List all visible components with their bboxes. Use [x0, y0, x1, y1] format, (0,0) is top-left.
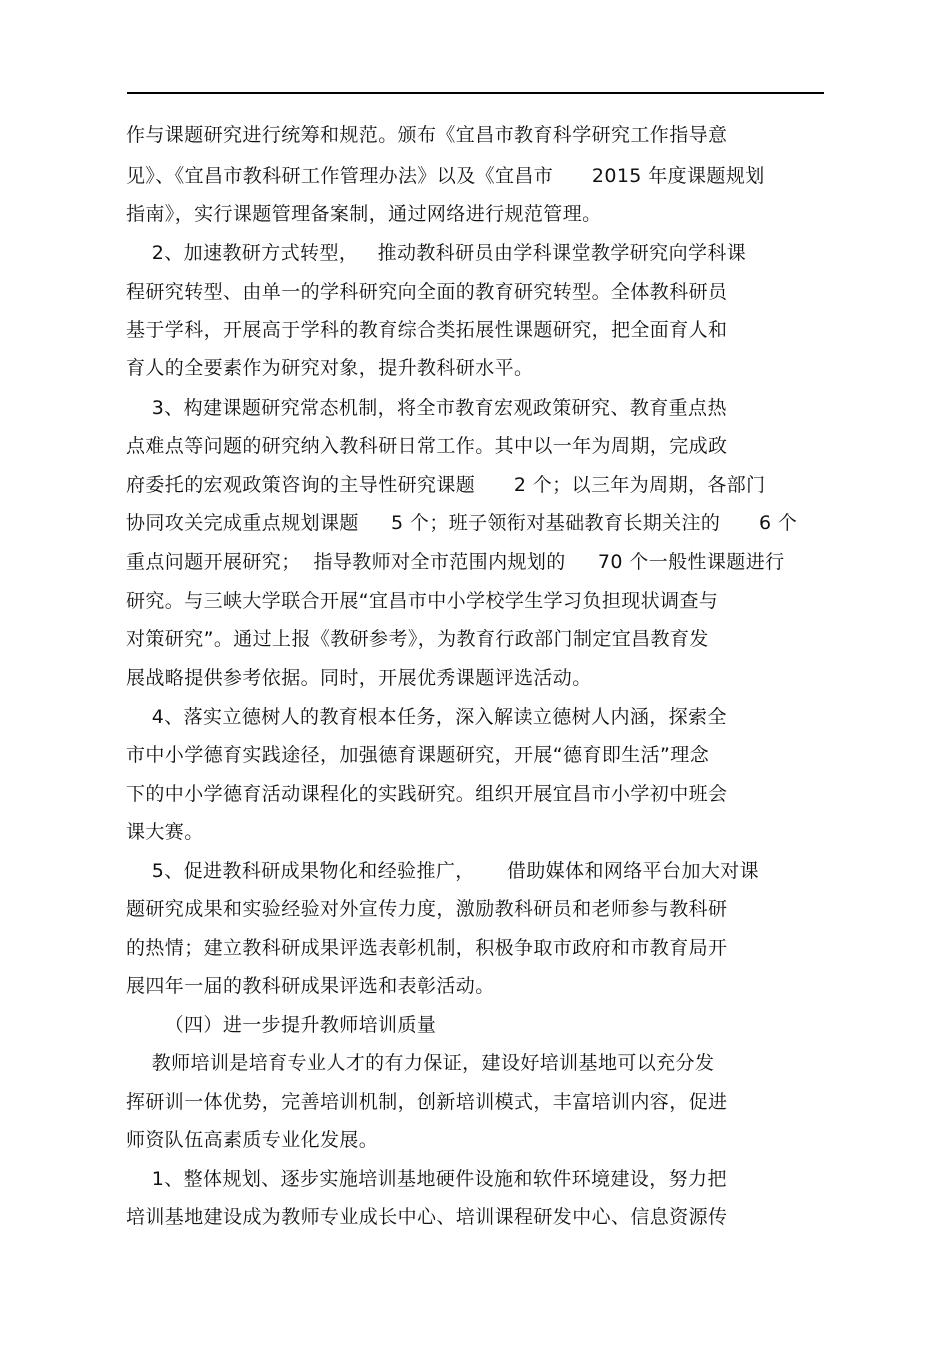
text-line: 的热情；建立教科研成果评选表彰机制，积极争取市政府和市教育局开: [126, 937, 728, 959]
text-line: 研究。与三峡大学联合开展“宜昌市中小学校学生学习负担现状调查与: [126, 590, 719, 612]
text-line: 师资队伍高素质专业化发展。: [126, 1129, 379, 1151]
text-line: 教师培训是培育专业人才的有力保证，建设好培训基地可以充分发: [126, 1052, 715, 1074]
text-line: 点难点等问题的研究纳入教科研日常工作。其中以一年为周期，完成政: [126, 435, 728, 457]
text-line: 作与课题研究进行统筹和规范。颁布《宜昌市教育科学研究工作指导意: [126, 124, 728, 146]
text-line: 3、构建课题研究常态机制，将全市教育宏观政策研究、教育重点热: [126, 397, 727, 419]
text-line: 课大赛。: [126, 821, 204, 843]
text-line: 府委托的宏观政策咨询的主导性研究课题 2 个；以三年为周期，各部门: [126, 474, 766, 496]
text-line: 重点问题开展研究； 指导教师对全市范围内规划的 70 个一般性课题进行: [126, 551, 785, 573]
text-line: 2、加速教研方式转型， 推动教科研员由学科课堂教学研究向学科课: [126, 242, 747, 264]
text-line: 培训基地建设成为教师专业成长中心、培训课程研发中心、信息资源传: [126, 1206, 728, 1228]
text-line: 育人的全要素作为研究对象，提升教科研水平。: [126, 357, 534, 379]
text-line: 程研究转型、由单一的学科研究向全面的教育研究转型。全体教科研员: [126, 281, 728, 303]
text-line: 展战略提供参考依据。同时，开展优秀课题评选活动。: [126, 667, 592, 689]
text-line: 挥研训一体优势，完善培训机制，创新培训模式，丰富培训内容，促进: [126, 1091, 728, 1113]
text-line: 指南》，实行课题管理备案制，通过网络进行规范管理。: [126, 203, 602, 225]
text-line: 展四年一届的教科研成果评选和表彰活动。: [126, 975, 495, 997]
text-line: 对策研究”。通过上报《教研参考》，为教育行政部门制定宜昌教育发: [126, 628, 709, 650]
text-line: 见》、《宜昌市教科研工作管理办法》以及《宜昌市 2015 年度课题规划: [126, 165, 765, 187]
header-rule: [127, 92, 824, 94]
text-line: 市中小学德育实践途径，加强德育课题研究，开展“德育即生活”理念: [126, 744, 710, 766]
text-line: 4、落实立德树人的教育根本任务，深入解读立德树人内涵，探索全: [126, 706, 727, 728]
text-line: 1、整体规划、逐步实施培训基地硬件设施和软件环境建设，努力把: [126, 1168, 727, 1190]
text-line: 5、促进教科研成果物化和经验推广， 借助媒体和网络平台加大对课: [126, 860, 760, 882]
section-heading: （四）进一步提升教师培训质量: [126, 1014, 437, 1036]
text-line: 题研究成果和实验经验对外宣传力度，激励教科研员和老师参与教科研: [126, 898, 728, 920]
text-line: 协同攻关完成重点规划课题 5 个；班子领衔对基础教育长期关注的 6 个: [126, 512, 798, 534]
text-line: 下的中小学德育活动课程化的实践研究。组织开展宜昌市小学初中班会: [126, 783, 728, 805]
text-line: 基于学科，开展高于学科的教育综合类拓展性课题研究，把全面育人和: [126, 319, 728, 341]
